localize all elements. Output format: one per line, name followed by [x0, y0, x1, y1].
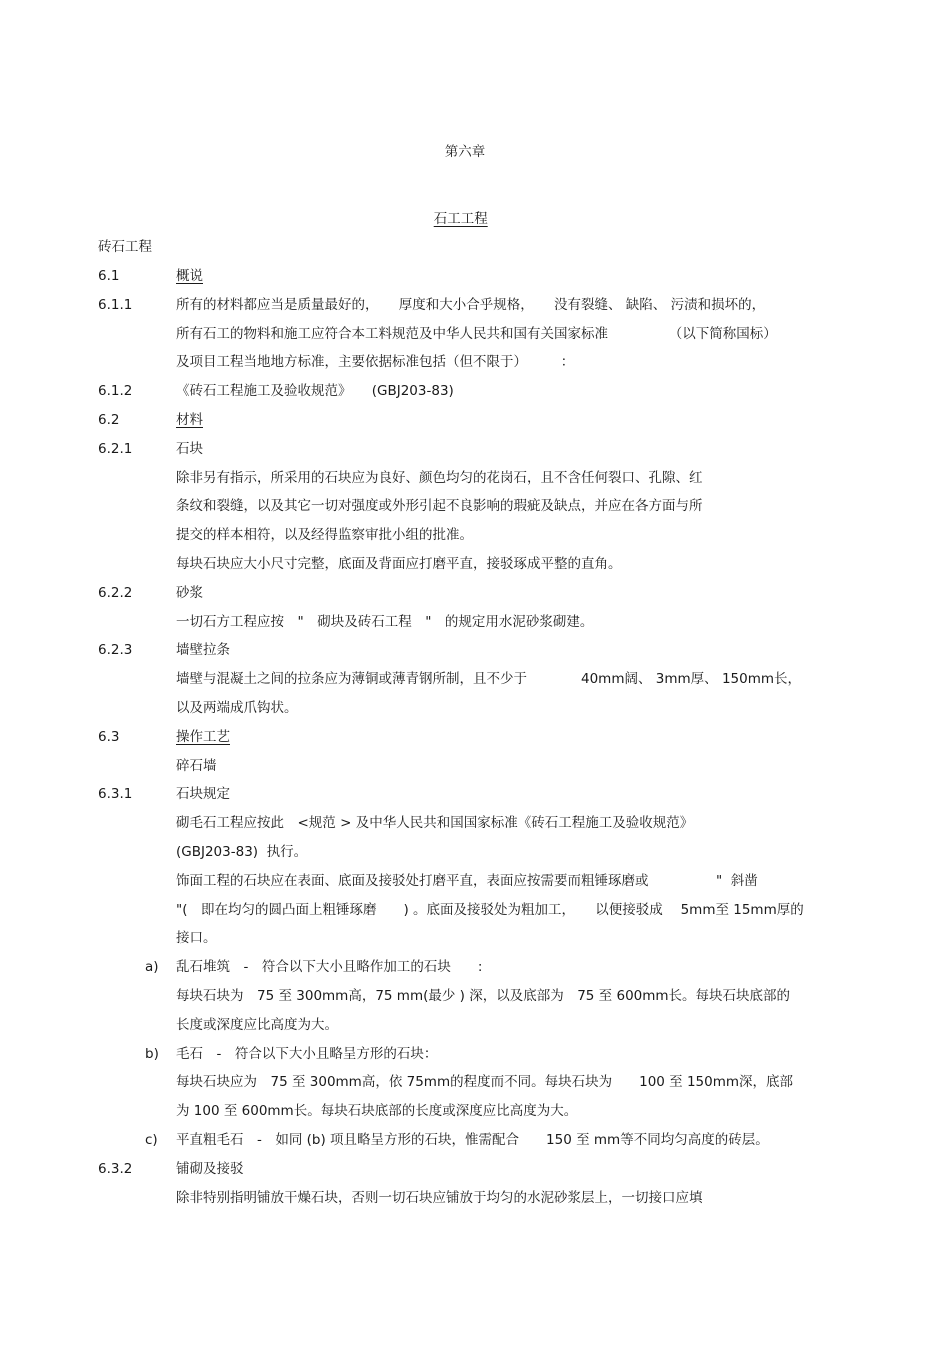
- paragraph-line: "( 即在均匀的圆凸面上粗锤琢磨 ) 。底面及接驳处为粗加工， 以便接驳成 5mm至 15mm厚的: [176, 901, 804, 918]
- paragraph-line: 所有石工的物料和施工应符合本工料规范及中华人民共和国有关国家标准 （以下简称国标）: [176, 325, 777, 342]
- paragraph-line: 材料: [176, 412, 203, 428]
- list-marker: b): [145, 1045, 159, 1062]
- paragraph-line: 乱石堆筑 - 符合以下大小且略作加工的石块 :: [176, 959, 483, 976]
- paragraph-line: 石块规定: [176, 786, 230, 803]
- document-title: 石工工程: [433, 211, 488, 227]
- section-number: 6.3.1: [98, 786, 133, 803]
- paragraph-line: 为 100 至 600mm长。每块石块底部的长度或深度应比高度为大。: [176, 1103, 578, 1120]
- paragraph-line: 墙壁与混凝土之间的拉条应为薄铜或薄青钢所制，且不少于 40mm阔、 3mm厚、 150mm长，: [176, 671, 802, 688]
- paragraph-line: 饰面工程的石块应在表面、底面及接驳处打磨平直，表面应按需要而粗锤琢磨或 " 斜凿: [176, 872, 758, 889]
- list-marker: c): [145, 1132, 158, 1148]
- paragraph-line: 墙壁拉条: [176, 642, 230, 659]
- section-number: 6.2: [98, 412, 120, 428]
- section-number: 6.1: [98, 268, 120, 284]
- paragraph-line: 每块石块为 75 至 300mm高，75 mm(最少 ) 深，以及底部为 75 至 600mm长。每块石块底部的: [176, 988, 791, 1004]
- section-number: 6.3.2: [98, 1160, 133, 1177]
- paragraph-line: 石块: [176, 440, 203, 457]
- section-number: 6.1.1: [98, 296, 133, 313]
- paragraph-line: 砂浆: [176, 584, 203, 601]
- paragraph-line: 及项目工程当地地方标准，主要依据标准包括（但不限于） ：: [176, 354, 575, 371]
- paragraph-line: 碎石墙: [176, 757, 217, 774]
- section-number: 6.3: [98, 728, 120, 745]
- paragraph-line: 除非另有指示，所采用的石块应为良好、颜色均匀的花岗石，且不含任何裂口、孔隙、红: [176, 469, 703, 486]
- paragraph-line: 接口。: [176, 930, 217, 947]
- paragraph-line: 概说: [176, 268, 203, 284]
- section-heading: 砖石工程: [98, 239, 152, 255]
- section-number: 6.2.3: [98, 642, 133, 659]
- paragraph-line: 操作工艺: [176, 728, 230, 745]
- chapter-heading: 第六章: [444, 144, 486, 160]
- section-number: 6.2.1: [98, 440, 133, 457]
- paragraph-line: 长度或深度应比高度为大。: [176, 1016, 338, 1033]
- paragraph-line: 砌毛石工程应按此 <规范 > 及中华人民共和国国家标准《砖石工程施工及验收规范》: [176, 815, 694, 832]
- section-number: 6.2.2: [98, 584, 133, 601]
- paragraph-line: 毛石 - 符合以下大小且略呈方形的石块：: [176, 1045, 438, 1062]
- paragraph-line: 每块石块应为 75 至 300mm高，依 75mm的程度而不同。每块石块为 100 至 150mm深，底部: [176, 1074, 794, 1091]
- list-marker: a): [145, 959, 159, 976]
- paragraph-line: 铺砌及接驳: [176, 1160, 244, 1177]
- paragraph-line: 除非特别指明铺放干燥石块，否则一切石块应铺放于均匀的水泥砂浆层上，一切接口应填: [176, 1189, 703, 1206]
- paragraph-line: 以及两端成爪钩状。: [176, 700, 298, 716]
- paragraph-line: 平直粗毛石 - 如同 (b) 项且略呈方形的石块，惟需配合 150 至 mm等不同均匀高度的砖层。: [176, 1132, 769, 1148]
- paragraph-line: 每块石块应大小尺寸完整，底面及背面应打磨平直，接驳琢成平整的直角。: [176, 556, 622, 572]
- paragraph-line: 一切石方工程应按 " 砌块及砖石工程 " 的规定用水泥砂浆砌建。: [176, 613, 594, 630]
- paragraph-line: 提交的样本相符，以及经得监察审批小组的批准。: [176, 527, 473, 544]
- paragraph-line: 《砖石工程施工及验收规范》 (GBJ203-83): [176, 383, 454, 400]
- paragraph-line: 所有的材料都应当是质量最好的， 厚度和大小合乎规格， 没有裂缝、 缺陷、 污渍和损坏的，: [176, 296, 766, 313]
- paragraph-line: (GBJ203-83) 执行。: [176, 844, 308, 860]
- section-number: 6.1.2: [98, 383, 133, 400]
- paragraph-line: 条纹和裂缝，以及其它一切对强度或外形引起不良影响的瑕疵及缺点，并应在各方面与所: [176, 498, 703, 515]
